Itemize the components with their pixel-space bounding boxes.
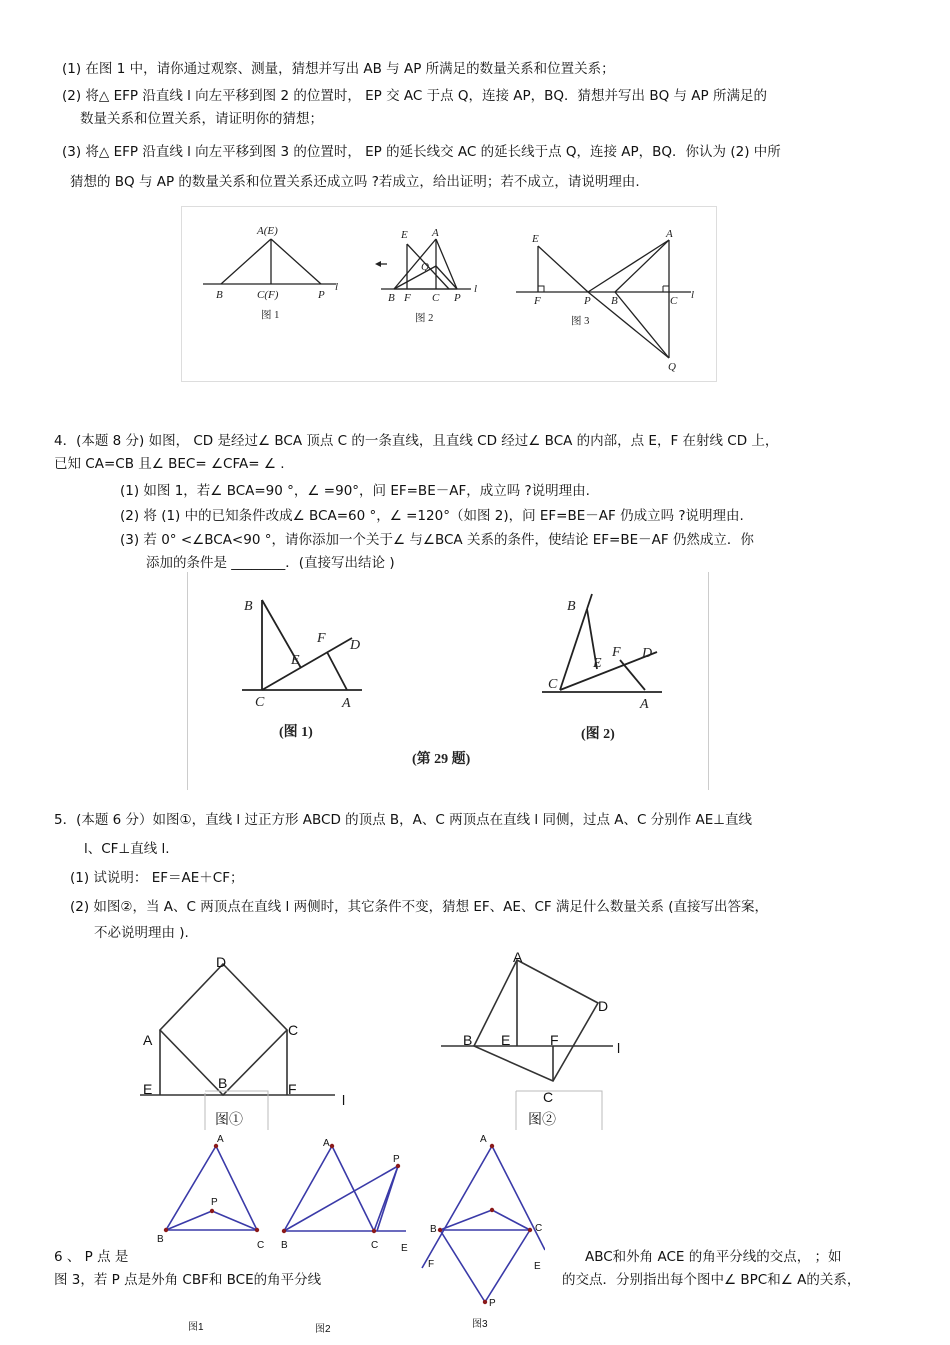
q4-line-1: 4．(本题 8 分) 如图， CD 是经过∠ BCA 顶点 C 的一条直线，且直线 CD 经过∠ BCA 的内部，点 E，F 在射线 CD 上， [54,433,779,449]
q3-line-3: 数量关系和位置关系，请证明你的猜想； [80,111,323,127]
q4-fig1-label-E: E [291,653,300,668]
q3-fig1-caption: 图 1 [261,310,280,321]
q4-fig2-label-E: E [593,656,602,671]
q6-fig1-label-C: C [257,1240,265,1251]
q6-fig3-caption: 图3 [472,1319,488,1330]
q3-fig3-label-F: F [534,295,541,307]
q3-fig2-label-l: l [474,283,478,295]
q5-line-1: 5．(本题 6 分）如图①，直线 l 过正方形 ABCD 的顶点 B，A、C 两顶点在直线 l 同侧，过点 A、C 分别作 AE⊥直线 [54,812,753,828]
q3-fig2-label-C: C [432,292,440,304]
q3-line-2: (2) 将△ EFP 沿直线 l 向左平移到图 2 的位置时， EP 交 AC 于点 Q，连接 AP，BQ．猜想并写出 BQ 与 AP 所满足的 [62,88,767,104]
q6-fig1-label-A: A [217,1134,224,1145]
q5-line-3: (1) 试说明： EF＝AE＋CF； [70,870,244,886]
q5-line-2: l、CF⊥直线 l. [84,841,170,857]
q4-fig1-label-F: F [317,631,326,646]
q5-fig2-label-D: D [598,998,609,1014]
q5-fig2-caption: 图② [528,1111,556,1127]
q3-line-4: (3) 将△ EFP 沿直线 l 向左平移到图 3 的位置时， EP 的延长线交 AC 的延长线于点 Q，连接 AP，BQ．你认为 (2) 中所 [62,144,781,160]
q6-fig2-label-E: E [401,1243,408,1254]
q6-figure [150,1130,545,1335]
q5-fig1-label-l: l [342,1092,346,1108]
q5-fig1-label-C: C [288,1022,299,1038]
q5-figure [135,948,635,1133]
q3-fig3-caption: 图 3 [571,316,590,327]
q3-fig3-label-B: B [611,295,618,307]
q6-fig2-caption: 图2 [315,1324,331,1335]
q6-fig3-label-B: B [430,1224,437,1235]
q6-fig2-label-B: B [281,1240,288,1251]
q6-fig1-label-B: B [157,1234,164,1245]
q3-line-5: 猜想的 BQ 与 AP 的数量关系和位置关系还成立吗 ?若成立，给出证明；若不成立，请说明理由. [70,174,640,190]
q5-fig1-label-B: B [218,1075,228,1091]
q4-line-6: 添加的条件是 ________．(直接写出结论 ) [146,555,395,571]
q4-fig1-label-C: C [255,695,265,710]
q5-fig1-caption: 图① [215,1111,243,1127]
q5-fig2-label-F: F [550,1032,559,1048]
q5-fig1-label-A: A [143,1032,153,1048]
q4-line-4: (2) 将 (1) 中的已知条件改成∠ BCA=60 °，∠ =120°（如图 2)，问 EF=BE－AF 仍成立吗 ?说明理由. [120,508,744,524]
q3-fig2-label-F: F [404,292,411,304]
q4-line-2: 已知 CA=CB 且∠ BEC= ∠CFA= ∠ . [54,456,285,472]
q4-fig2-label-C: C [548,677,558,692]
q6-fig3-label-E: E [534,1261,541,1272]
q4-fig2-label-D: D [642,646,653,661]
q5-line-5: 不必说明理由 ). [94,925,189,941]
q6-fig2-label-P: P [393,1154,400,1165]
q6-line-2-left: 图 3，若 P 点是外角 CBF和 BCE的角平分线 [54,1272,322,1288]
q3-fig1-label-AE: A(E) [257,225,278,237]
q4-fig2-label-A: A [640,697,649,712]
q6-fig3-label-C: C [535,1223,543,1234]
q3-fig2-label-A: A [432,227,439,239]
q6-line-1-left: 6 、 P 点 是 [54,1249,129,1265]
q4-fig2-label-B: B [567,599,576,614]
q6-line-1-right: ABC和外角 ACE 的角平分线的交点， ；如 [585,1249,842,1265]
q3-fig3-label-E: E [532,233,539,245]
q3-fig2-label-E: E [401,229,408,241]
q6-fig3-label-F: F [428,1259,435,1270]
q3-fig3-label-A: A [666,228,673,240]
q5-fig1-label-D: D [216,954,227,970]
q6-fig3-label-P: P [489,1298,496,1309]
q5-fig2-label-l: l [617,1040,621,1056]
q3-fig2-label-Q: Q [421,261,429,273]
q4-fig2-caption: (图 2) [581,727,615,742]
q3-fig2-label-B: B [388,292,395,304]
q3-fig1-label-B: B [216,289,223,301]
q3-figure [181,206,717,382]
q3-fig2-label-P: P [454,292,461,304]
q6-fig2-label-C: C [371,1240,379,1251]
q4-fig1-label-B: B [244,599,253,614]
q3-fig3-label-Q: Q [668,361,676,373]
q3-fig1-label-l: l [335,281,339,293]
q5-line-4: (2) 如图②，当 A、C 两顶点在直线 l 两侧时，其它条件不变，猜想 EF、AE、CF 满足什么数量关系 (直接写出答案， [70,899,768,915]
q4-fig1-label-A: A [342,696,351,711]
q3-fig1-label-CF: C(F) [257,289,279,301]
q5-fig1-label-F: F [288,1081,297,1097]
q5-fig2-label-C: C [543,1089,554,1105]
q6-fig3-label-A: A [480,1134,487,1145]
q5-fig2-label-E: E [501,1032,511,1048]
q4-fig2-label-F: F [612,645,621,660]
q4-fig1-caption: (图 1) [279,725,313,740]
q6-fig1-label-P: P [211,1197,218,1208]
q3-fig3-label-C: C [670,295,678,307]
q5-fig2-label-B: B [463,1032,473,1048]
q6-fig2-label-A: A [323,1138,330,1149]
q4-figure [187,572,709,790]
q3-fig3-label-P: P [584,295,591,307]
q3-fig2-caption: 图 2 [415,313,434,324]
q5-fig1-label-E: E [143,1081,153,1097]
q3-fig1-label-P: P [318,289,325,301]
q4-fig1-label-D: D [350,638,361,653]
q3-line-1: (1) 在图 1 中，请你通过观察、测量，猜想并写出 AB 与 AP 所满足的数量关系和位置关系； [62,61,615,77]
q4-line-3: (1) 如图 1，若∠ BCA=90 °，∠ =90°，问 EF=BE－AF，成立吗 ?说明理由. [120,483,590,499]
q4-figure-caption: (第 29 题) [412,752,471,767]
q4-line-5: (3) 若 0° <∠BCA<90 °，请你添加一个关于∠ 与∠BCA 关系的条件，使结论 EF=BE－AF 仍然成立．你 [120,532,754,548]
q5-fig2-label-A: A [513,949,523,965]
q6-line-2-right: 的交点．分别指出每个图中∠ BPC和∠ A的关系， [562,1272,861,1288]
q3-fig3-label-l: l [691,289,695,301]
q6-fig1-caption: 图1 [188,1322,204,1333]
